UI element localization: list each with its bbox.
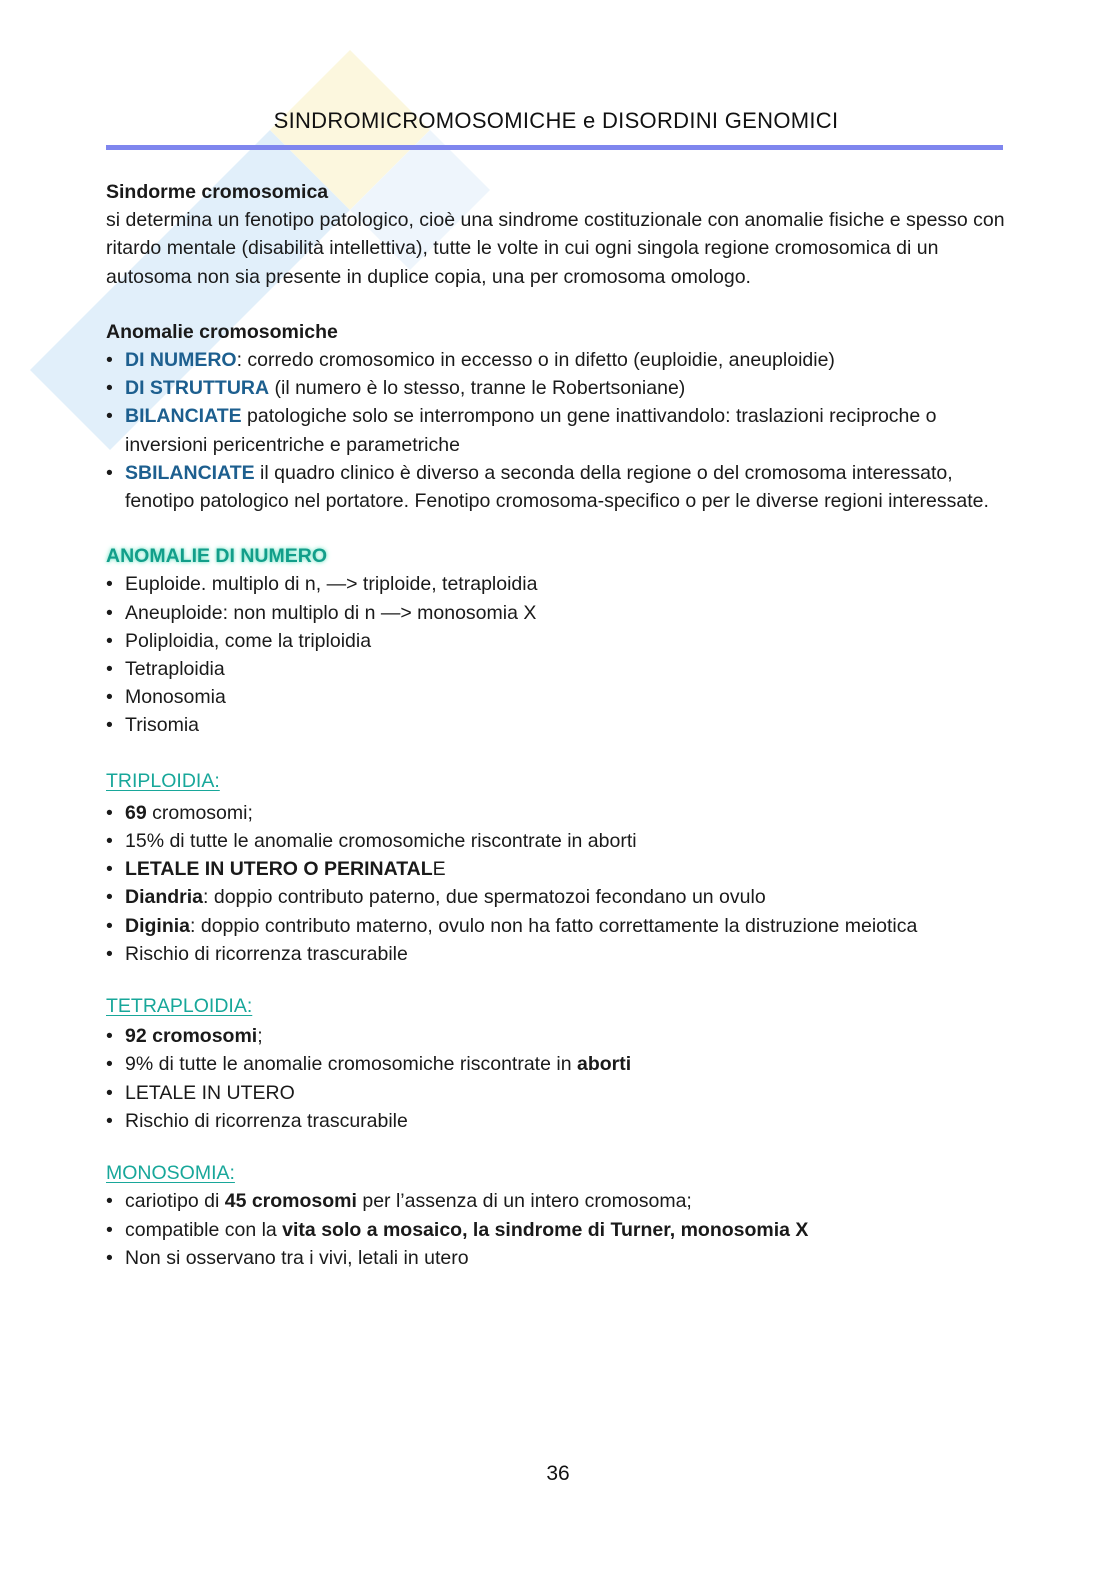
bold-text: aborti (576, 1053, 632, 1076)
page-header-title: SINDROMICROMOSOMICHE e DISORDINI GENOMICI (273, 108, 839, 133)
page-number: 36 (546, 1462, 570, 1485)
sindrome-text: si determina un fenotipo patologico, cioè una sindrome costituzionale con anomalie fisiche e spesso con ritardo mentale (disabilità intellettiva), tutte le volte in cui ogni singola regione cromosomica di un autosoma non sia presente in duplice copia, una per cromosoma omologo. (106, 209, 1005, 288)
bold-text: 92 cromosomi (125, 1025, 258, 1048)
triploidia-section (106, 767, 1006, 968)
list-item-text: : doppio contributo materno, ovulo non ha fatto correttamente la distruzione meiotica (190, 914, 918, 937)
list-item (106, 912, 1006, 940)
list-item-text: il quadro clinico è diverso a seconda della regione o del cromosoma interessato, fenotipo patologico nel portatore. Fenotipo cromosoma-specifico o per le diverse regioni interessate. (125, 461, 989, 513)
anomalie-section (106, 318, 1006, 515)
list-item-text: (il numero è lo stesso, tranne le Robertsoniane) (269, 377, 686, 400)
monosomia-heading: MONOSOMIA: (106, 1162, 235, 1185)
anomalie-list (106, 346, 1006, 515)
triploidia-heading: TRIPLOIDIA: (106, 769, 220, 792)
header-divider (106, 145, 1003, 150)
anomalie-numero-heading: ANOMALIE DI NUMERO (106, 545, 327, 568)
list-item-text: cromosomi; (146, 801, 253, 824)
monosomia-list (106, 1187, 1006, 1272)
sindrome-heading: Sindorme cromosomica (106, 181, 329, 203)
list-item: • LETALE IN UTERO (106, 1079, 1006, 1107)
anomalie-numero-list (106, 570, 1006, 739)
list-item: • Rischio di ricorrenza trascurabile (106, 1107, 1006, 1135)
list-item-text: 9% di tutte le anomalie cromosomiche riscontrate in (125, 1053, 577, 1076)
keyword: BILANCIATE (125, 405, 242, 428)
list-item-text: : corredo cromosomico in eccesso o in difetto (euploidie, aneuploidie) (236, 349, 835, 372)
list-item: • Poliploidia, come la triploidia (106, 627, 1006, 655)
list-item (106, 374, 1006, 402)
list-item: • 15% di tutte le anomalie cromosomiche riscontrate in aborti (106, 827, 1006, 855)
list-item-text: ; (257, 1025, 263, 1048)
tetraploidia-list (106, 1022, 1006, 1135)
list-item-text: E (432, 858, 446, 881)
list-item (106, 459, 1006, 515)
list-item-text: per l’assenza di un intero cromosoma; (356, 1190, 692, 1213)
bold-text: Diandria (125, 886, 204, 909)
list-item (106, 1022, 1006, 1050)
list-item: • Aneuploide: non multiplo di n —> monosomia X (106, 599, 1006, 627)
list-item: • Trisomia (106, 711, 1006, 739)
list-item (106, 799, 1006, 827)
list-item (106, 1187, 1006, 1215)
tetraploidia-section (106, 992, 1006, 1135)
list-item (106, 346, 1006, 374)
tetraploidia-heading: TETRAPLOIDIA: (106, 995, 253, 1018)
list-item: • Rischio di ricorrenza trascurabile (106, 940, 1006, 968)
monosomia-section (106, 1159, 1006, 1272)
bold-text: 69 (125, 801, 147, 824)
list-item: • Monosomia (106, 683, 1006, 711)
list-item-text: : doppio contributo paterno, due spermatozoi fecondano un ovulo (203, 886, 766, 909)
list-item (106, 1050, 1006, 1078)
list-item (106, 855, 1006, 883)
bold-text: 45 cromosomi (224, 1190, 357, 1213)
bold-text: Diginia (125, 914, 191, 937)
triploidia-list (106, 799, 1006, 968)
list-item: • Euploide. multiplo di n, —> triploide, tetraploidia (106, 570, 1006, 598)
anomalie-heading: Anomalie cromosomiche (106, 320, 338, 343)
bold-text: vita solo a mosaico, la sindrome di Turner, monosomia X (282, 1218, 809, 1241)
keyword: DI NUMERO (125, 349, 237, 372)
list-item-text: compatible con la (125, 1218, 283, 1241)
list-item (106, 402, 1006, 458)
list-item-text: patologiche solo se interrompono un gene inattivandolo: traslazioni reciproche o inversioni pericentriche e parametriche (125, 405, 937, 456)
page-content (106, 178, 1006, 1272)
keyword: DI STRUTTURA (125, 377, 270, 400)
keyword: SBILANCIATE (125, 461, 255, 484)
bold-text: LETALE IN UTERO O PERINATAL (125, 858, 433, 881)
list-item (106, 1216, 1006, 1244)
list-item: • Tetraploidia (106, 655, 1006, 683)
anomalie-numero-section (106, 542, 1006, 739)
list-item-text: cariotipo di (125, 1190, 225, 1213)
list-item: • Non si osservano tra i vivi, letali in utero (106, 1244, 1006, 1272)
list-item (106, 883, 1006, 911)
sindrome-section (106, 178, 1006, 291)
